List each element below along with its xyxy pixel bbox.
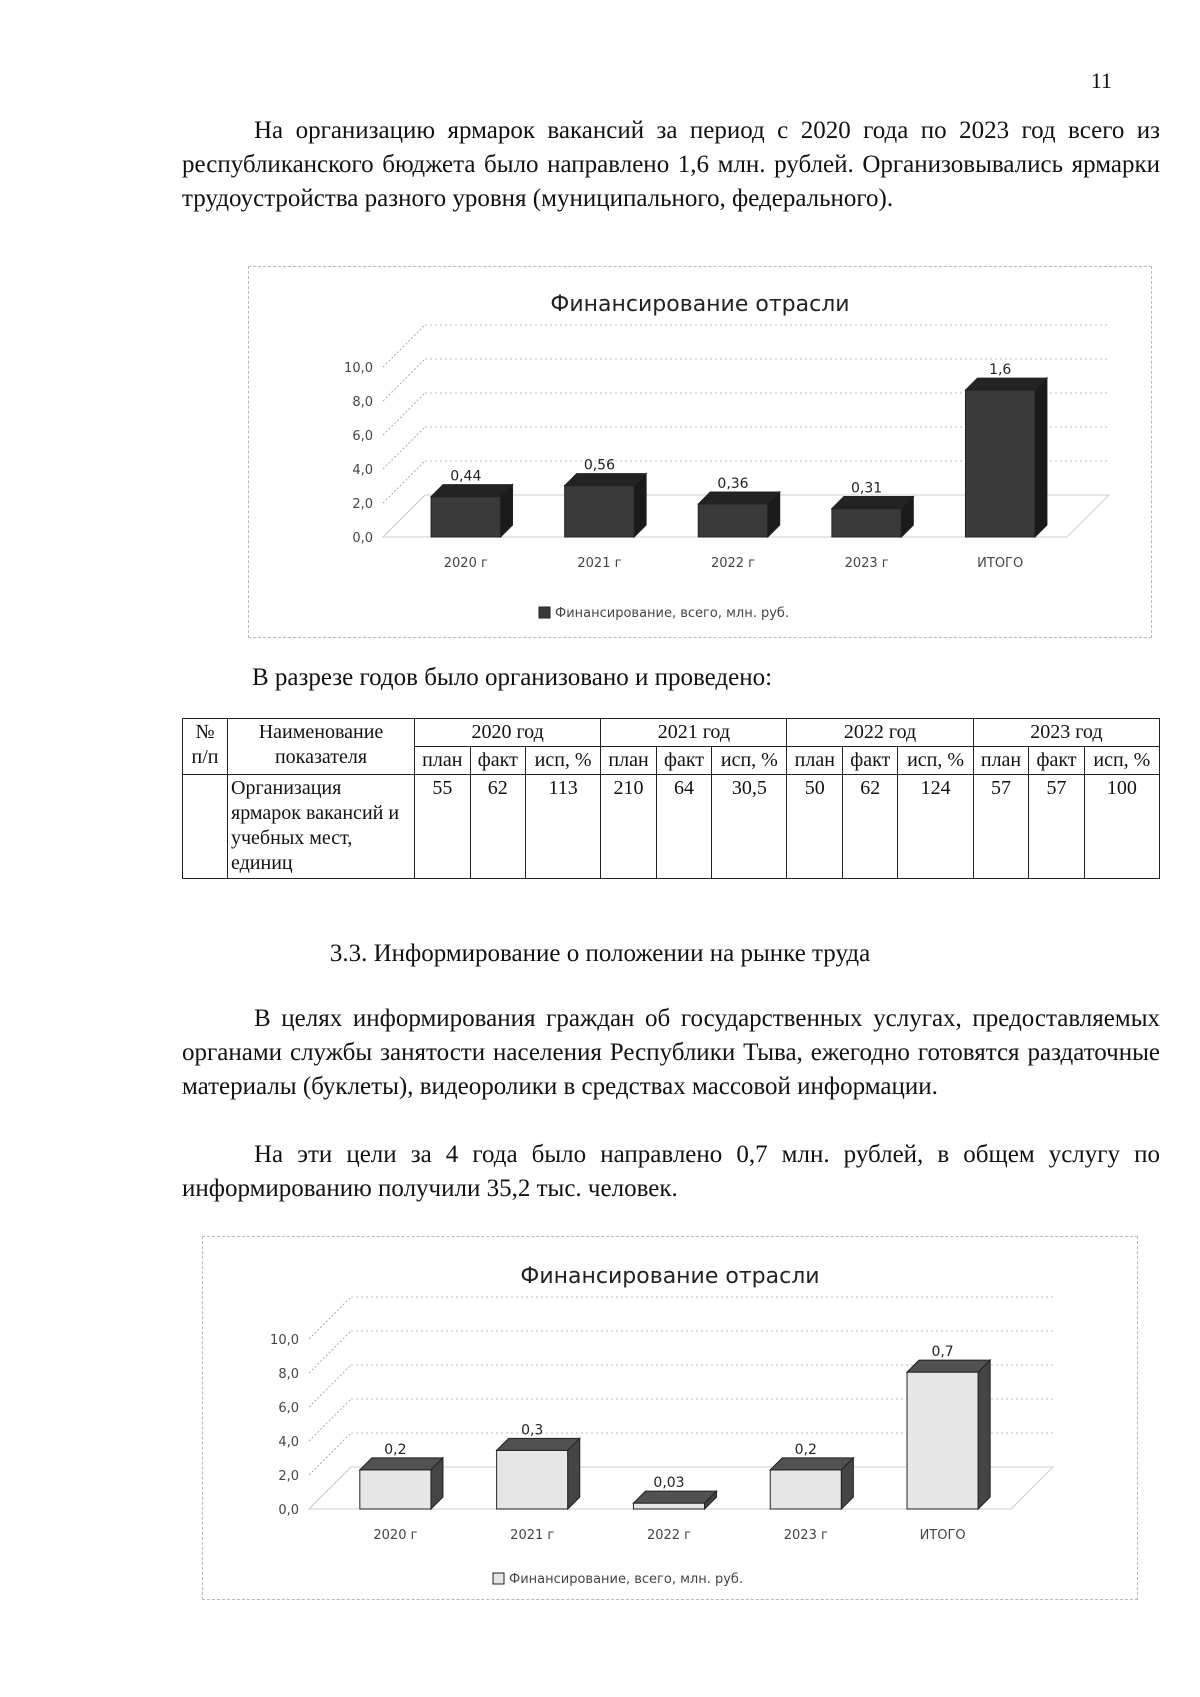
- bar-front: [431, 497, 500, 537]
- gridline-diagonal: [383, 359, 425, 401]
- bar-front: [698, 504, 767, 537]
- category-label: 2022 г: [646, 1528, 692, 1543]
- year-header: 2023 год: [973, 719, 1159, 747]
- gridline-diagonal: [309, 1399, 351, 1441]
- bar-side: [634, 474, 646, 537]
- category-label: 2023 г: [783, 1528, 828, 1543]
- bar-top: [698, 492, 779, 504]
- data-label: 0,03: [653, 1475, 685, 1492]
- bar-top: [832, 497, 913, 509]
- chart-svg: [249, 267, 1151, 637]
- gridline-diagonal: [309, 1433, 351, 1475]
- category-label: 2023 г: [844, 556, 889, 571]
- y-tick-label: 2,0: [278, 1469, 299, 1484]
- sub-pct: исп, %: [1084, 747, 1159, 775]
- y-tick-label: 0,0: [352, 531, 373, 546]
- table-header-row: [183, 719, 1160, 747]
- data-label: 0,36: [717, 475, 749, 492]
- cell-value: 113: [525, 775, 600, 879]
- category-label: 2020 г: [373, 1528, 418, 1543]
- year-header: 2021 год: [601, 719, 787, 747]
- category-label: 2021 г: [577, 556, 622, 571]
- sub-fact: факт: [843, 747, 898, 775]
- legend-label: Финансирование, всего, млн. руб.: [509, 1572, 744, 1587]
- bar-side: [978, 1360, 990, 1509]
- bar-top: [633, 1491, 716, 1503]
- bar-front: [907, 1372, 978, 1509]
- gridline-diagonal: [309, 1365, 351, 1407]
- bar-front: [565, 486, 634, 537]
- y-tick-label: 10,0: [344, 361, 373, 376]
- bar-top: [431, 485, 512, 497]
- bar-top: [770, 1458, 853, 1470]
- cell-value: 57: [1029, 775, 1084, 879]
- legend: [493, 1572, 743, 1587]
- y-tick-label: 10,0: [270, 1333, 299, 1348]
- legend-label: Финансирование, всего, млн. руб.: [555, 606, 790, 621]
- data-label: 0,56: [583, 457, 615, 474]
- sub-plan: план: [415, 747, 471, 775]
- bar-top: [907, 1360, 990, 1372]
- chart-title: Финансирование отрасли: [520, 1264, 820, 1289]
- y-tick-label: 8,0: [352, 395, 373, 410]
- legend: [539, 606, 789, 621]
- cell-value: 55: [415, 775, 471, 879]
- category-label: 2021 г: [510, 1528, 555, 1543]
- sub-fact: факт: [470, 747, 525, 775]
- table-intro: В разрезе годов было организовано и проведено:: [252, 664, 773, 691]
- col-num-header: № п/п: [183, 719, 228, 775]
- cell-value: 124: [898, 775, 973, 879]
- y-tick-label: 6,0: [352, 429, 373, 444]
- bar-front: [633, 1503, 704, 1509]
- cell-value: 62: [843, 775, 898, 879]
- gridline-diagonal: [309, 1331, 351, 1373]
- y-tick-label: 0,0: [278, 1503, 299, 1518]
- paragraph-funding-fairs: На организацию ярмарок вакансий за период с 2020 года по 2023 год всего из республиканского бюджета было направлено 1,6 млн. рублей. Организовывались ярмарки трудоустройства разного уровня (муниципального, федерального).: [182, 117, 1160, 212]
- cell-value: 210: [601, 775, 657, 879]
- data-label: 0,3: [521, 1422, 544, 1439]
- paragraph-informing-funding: На эти цели за 4 года было направлено 0,7 млн. рублей, в общем услугу по информированию получили 35,2 тыс. человек.: [182, 1141, 1160, 1202]
- data-label: 1,6: [989, 362, 1012, 379]
- sub-plan: план: [973, 747, 1029, 775]
- bar-top: [360, 1458, 443, 1470]
- cell-value: 100: [1084, 775, 1159, 879]
- chart-funding-fairs: [248, 266, 1152, 638]
- data-label: 0,7: [931, 1344, 954, 1361]
- chart-svg: [203, 1237, 1137, 1599]
- data-label: 0,2: [384, 1441, 407, 1458]
- sub-pct: исп, %: [525, 747, 600, 775]
- fairs-table: [182, 718, 1160, 879]
- page-number: 11: [1090, 68, 1112, 93]
- row-name: Организация ярмарок вакансий и учебных мест, единиц: [228, 775, 415, 879]
- section-title: 3.3. Информирование о положении на рынке труда: [329, 940, 871, 967]
- bar-side: [568, 1438, 580, 1509]
- bar-front: [360, 1470, 431, 1509]
- data-label: 0,2: [794, 1441, 817, 1458]
- sub-plan: план: [787, 747, 843, 775]
- chart-title: Финансирование отрасли: [550, 292, 850, 317]
- bar-top: [965, 378, 1046, 390]
- year-header: 2022 год: [787, 719, 973, 747]
- cell-value: 30,5: [712, 775, 787, 879]
- table-row: [183, 775, 1160, 879]
- bar-top: [565, 474, 646, 486]
- bar-front: [497, 1450, 568, 1509]
- y-tick-label: 4,0: [352, 463, 373, 478]
- year-header: 2020 год: [415, 719, 601, 747]
- bar-front: [770, 1470, 841, 1509]
- legend-swatch: [539, 607, 550, 618]
- category-label: ИТОГО: [977, 556, 1024, 571]
- category-label: ИТОГО: [919, 1528, 966, 1543]
- gridline-diagonal: [383, 393, 425, 435]
- row-num: [183, 775, 228, 879]
- bar-front: [832, 509, 901, 537]
- y-tick-label: 2,0: [352, 497, 373, 512]
- cell-value: 64: [656, 775, 711, 879]
- sub-fact: факт: [1029, 747, 1084, 775]
- paragraph-informing: В целях информирования граждан об государственных услугах, предоставляемых органами службы занятости населения Республики Тыва, ежегодно готовятся раздаточные материалы (буклеты), видеоролики в средствах массовой информации.: [182, 1005, 1160, 1100]
- cell-value: 57: [973, 775, 1029, 879]
- cell-value: 62: [470, 775, 525, 879]
- legend-swatch: [493, 1573, 504, 1584]
- chart-funding-informing: [202, 1236, 1138, 1600]
- data-label: 0,44: [450, 468, 482, 485]
- gridline-diagonal: [309, 1297, 351, 1339]
- cell-value: 50: [787, 775, 843, 879]
- sub-fact: факт: [656, 747, 711, 775]
- y-tick-label: 6,0: [278, 1401, 299, 1416]
- gridline-diagonal: [383, 325, 425, 367]
- bar-side: [1035, 378, 1047, 537]
- sub-pct: исп, %: [898, 747, 973, 775]
- gridline-diagonal: [383, 461, 425, 503]
- data-label: 0,31: [851, 480, 883, 497]
- category-label: 2020 г: [443, 556, 488, 571]
- col-name-header: Наименование показателя: [228, 719, 415, 775]
- sub-plan: план: [601, 747, 657, 775]
- category-label: 2022 г: [710, 556, 756, 571]
- gridline-diagonal: [383, 427, 425, 469]
- bar-top: [497, 1438, 580, 1450]
- sub-pct: исп, %: [712, 747, 787, 775]
- y-tick-label: 8,0: [278, 1367, 299, 1382]
- y-tick-label: 4,0: [278, 1435, 299, 1450]
- bar-front: [965, 390, 1034, 537]
